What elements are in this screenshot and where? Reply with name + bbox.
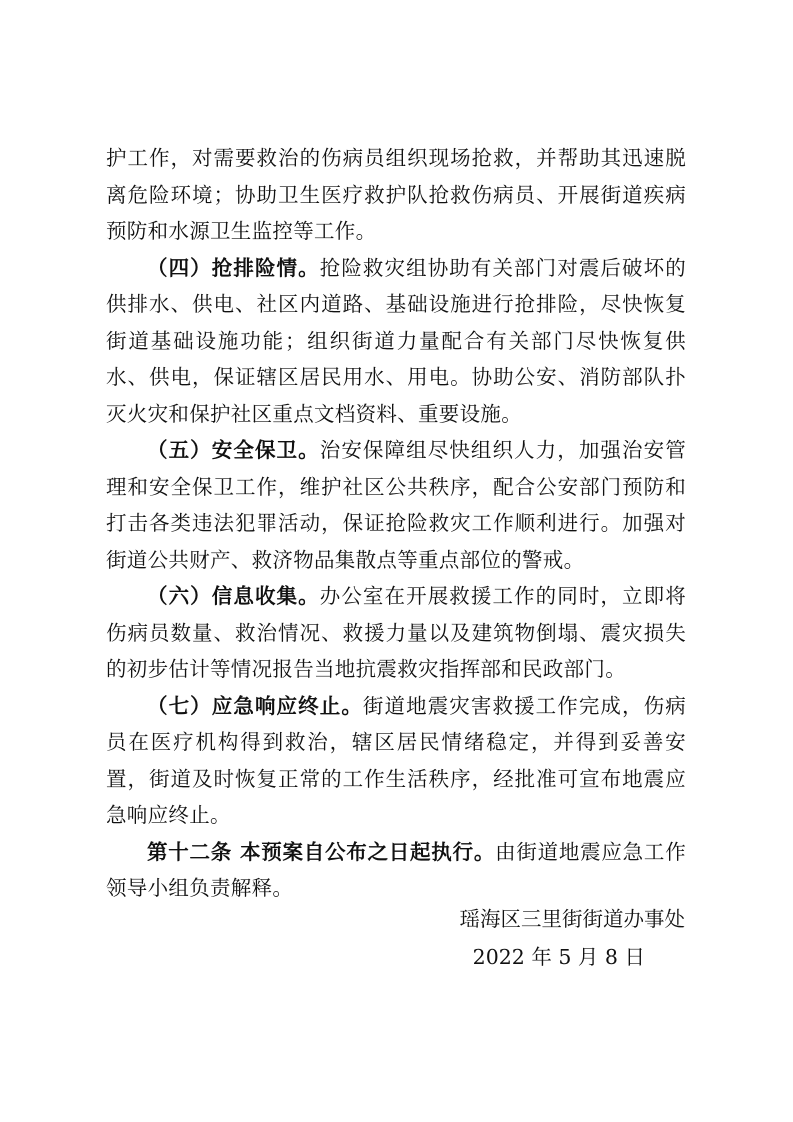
article-12-paragraph bbox=[106, 834, 686, 907]
section-6-paragraph bbox=[106, 578, 686, 688]
article-12-text: 由街道地震应急工作领导小组负责解释。 bbox=[106, 839, 686, 900]
section-4-heading: （四）抢排险情。 bbox=[147, 255, 320, 280]
section-4-paragraph bbox=[106, 250, 686, 433]
signature-block bbox=[420, 900, 685, 976]
issue-date: 2022 年 5 月 8 日 bbox=[472, 945, 645, 969]
section-6-text: 办公室在开展救援工作的同时，立即将伤病员数量、救治情况、救援力量以及建筑物倒塌、震灾损失的初步估计等情况报告当地抗震救灾指挥部和民政部门。 bbox=[106, 584, 686, 681]
section-6-heading: （六）信息收集。 bbox=[147, 584, 320, 608]
section-5-heading: （五）安全保卫。 bbox=[147, 438, 320, 462]
section-7-heading: （七）应急响应终止。 bbox=[147, 693, 363, 718]
document-body bbox=[106, 140, 686, 907]
section-7-paragraph bbox=[106, 688, 686, 834]
continuation-paragraph: 护工作，对需要救治的伤病员组织现场抢救，并帮助其迅速脱离危险环境；协助卫生医疗救护队抢救伤病员、开展街道疾病预防和水源卫生监控等工作。 bbox=[106, 146, 686, 243]
section-4-text: 抢险救灾组协助有关部门对震后破坏的供排水、供电、社区内道路、基础设施进行抢排险，尽快恢复街道基础设施功能；组织街道力量配合有关部门尽快恢复供水、供电，保证辖区居民用水、用电。协助公安、消防部队扑灭火灾和保护社区重点文档资料、重要设施。 bbox=[106, 255, 686, 426]
article-12-heading: 第十二条 本预案自公布之日起执行。 bbox=[147, 839, 496, 864]
section-7-text: 街道地震灾害救援工作完成，伤病员在医疗机构得到救治，辖区居民情绪稳定，并得到妥善安置，街道及时恢复正常的工作生活秩序，经批准可宣布地震应急响应终止。 bbox=[106, 693, 687, 827]
issuing-organization: 瑶海区三里街街道办事处 bbox=[459, 907, 685, 931]
section-5-paragraph bbox=[106, 432, 686, 578]
section-5-text: 治安保障组尽快组织人力，加强治安管理和安全保卫工作，维护社区公共秩序，配合公安部门预防和打击各类违法犯罪活动，保证抢险救灾工作顺利进行。加强对街道公共财产、救济物品集散点等重点部位的警戒。 bbox=[106, 438, 686, 572]
